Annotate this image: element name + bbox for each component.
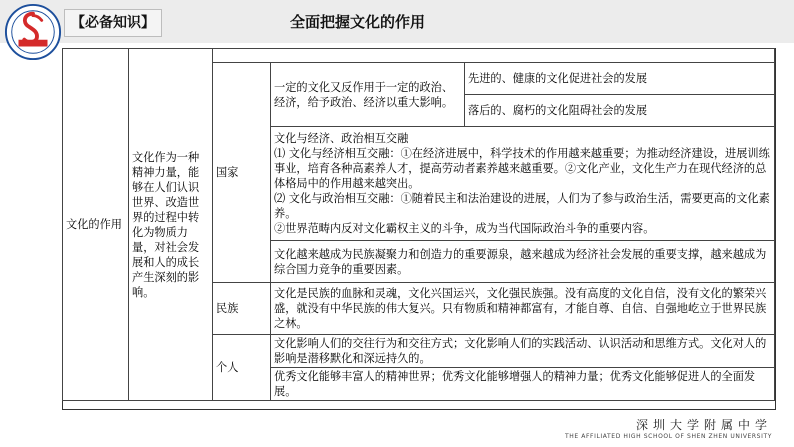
nation-label: 民族 — [216, 302, 239, 315]
advanced-culture-text: 先进的、健康的文化促进社会的发展 — [468, 72, 648, 85]
school-footer — [565, 416, 772, 440]
politics-interaction-text: ⑵ 文化与政治相互交融：①随着民主和法治建设的进展，人们为了参与政治生活，需要更高的文化素养。 — [274, 192, 770, 220]
enrich-text: 优秀文化能够丰富人的精神世界；优秀文化能够增强人的精神力量；优秀文化能够促进人的全面发展。 — [274, 370, 756, 398]
definition-text: 文化作为一种精神力量，能够在人们认识世界、改造世界的过程中转化为物质力量，对社会发展和人的成长产生深刻的影响。 — [132, 150, 200, 299]
nation-text: 文化是民族的血脉和灵魂，文化兴国运兴，文化强民族强。没有高度的文化自信，没有文化的繁荣兴盛，就没有中华民族的伟大复兴。只有物质和精神都富有，才能自尊、自信、自强地屹立于世界民族之林。 — [274, 287, 767, 330]
nation-label-cell — [213, 283, 271, 335]
backward-culture-text: 落后的、腐朽的文化阻碍社会的发展 — [468, 104, 648, 117]
anti-hegemony-text: ②世界范畴内反对文化霸权主义的斗争，成为当代国际政治斗争的重要内容。 — [274, 222, 655, 235]
individual-label-cell — [213, 335, 271, 401]
topic-cell — [63, 49, 129, 401]
blank-cell — [213, 49, 775, 63]
definition-cell — [129, 49, 213, 401]
interaction-heading: 文化与经济、政治相互交融 — [274, 132, 409, 145]
reaction-text: 一定的文化又反作用于一定的政治、经济，给予政治、经济以重大影响。 — [274, 80, 454, 109]
page-title: 全面把握文化的作用 — [290, 13, 426, 31]
nation-text-cell — [271, 283, 775, 335]
competitiveness-text: 文化越来越成为民族凝聚力和创造力的重要源泉，越来越成为经济社会发展的重要支撑，越来越成为综合国力竞争的重要因素。 — [274, 247, 767, 276]
school-logo-icon — [4, 3, 62, 61]
knowledge-table — [62, 48, 775, 401]
section-label: 【必备知识】 — [64, 9, 162, 37]
school-name-en: THE AFFILIATED HIGH SCHOOL OF SHEN ZHEN UNIVERSITY — [565, 433, 772, 440]
topic-text: 文化的作用 — [66, 218, 122, 231]
table-row — [63, 49, 775, 63]
backward-culture-cell — [465, 95, 775, 127]
school-name-cn: 深圳大学附属中学 — [635, 418, 772, 432]
enrich-cell — [271, 368, 775, 401]
competitiveness-cell — [271, 241, 775, 283]
influence-text: 文化影响人们的交往行为和交往方式；文化影响人们的实践活动、认识活动和思维方式。文化对人的影响是潜移默化和深远持久的。 — [274, 337, 767, 365]
reaction-cell — [271, 63, 465, 127]
individual-label: 个人 — [216, 361, 239, 374]
country-label-cell — [213, 63, 271, 283]
economy-interaction-text: ⑴ 文化与经济相互交融：①在经济进展中，科学技术的作用越来越重要；为推动经济建设，进展训练事业，培育各种高素养人才，提高劳动者素养越来越重要。②文化产业，文化生产力在现代经济的总体格局中的作用越来越突出。 — [274, 147, 770, 190]
interaction-cell — [271, 127, 775, 241]
influence-cell — [271, 335, 775, 368]
advanced-culture-cell — [465, 63, 775, 95]
country-label: 国家 — [216, 166, 239, 179]
